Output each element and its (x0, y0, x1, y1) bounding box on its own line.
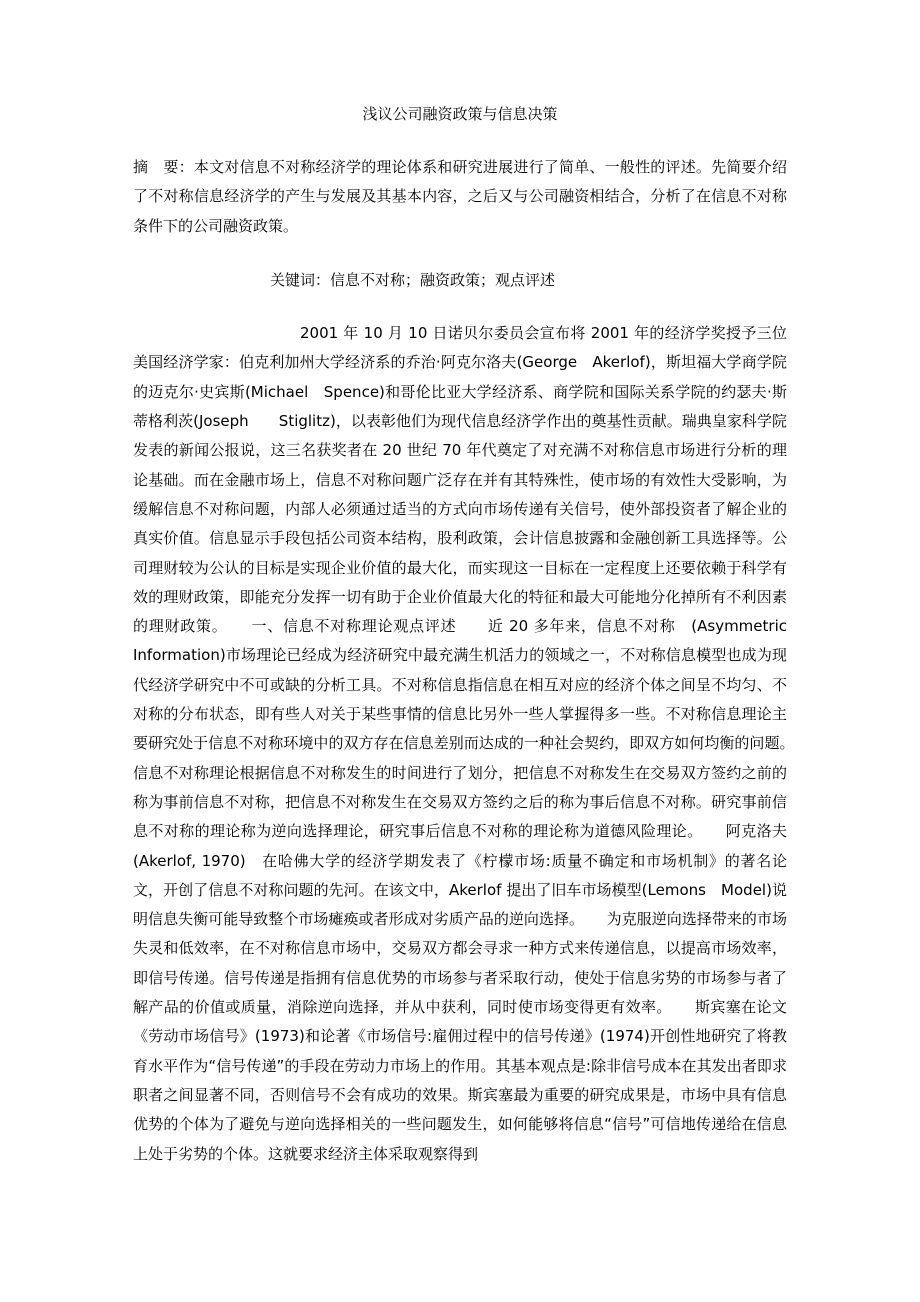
keywords-line: 关键词：信息不对称；融资政策；观点评述 (270, 270, 556, 289)
document-title: 浅议公司融资政策与信息决策 (362, 105, 558, 123)
body-paragraph: 2001 年 10 月 10 日诺贝尔委员会宣布将 2001 年的经济学奖授予三位美国经济学家：伯克利加州大学经济系的乔治·阿克尔洛夫(George Akerlof)，斯坦福大学商学院的迈克尔·史宾斯(Michael Spence)和哥伦比亚大学经济系、商学院和国际关系学院的约瑟夫·斯蒂格利茨(Joseph Stiglitz)，以表彰他们为现代信息经济学作出的奠基性贡献。瑞典皇家科学院发表的新闻公报说，这三名获奖者在 20 世纪 70 年代奠定了对充满不对称信息市场进行分析的理论基础。而在金融市场上，信息不对称问题广泛存在并有其特殊性，使市场的有效性大受影响，为缓解信息不对称问题，内部人必须通过适当的方式向市场传递有关信号，使外部投资者了解企业的真实价值。信息显示手段包括公司资本结构，股利政策，会计信息披露和金融创新工具选择等。公司理财较为公认的目标是实现企业价值的最大化，而实现这一目标在一定程度上还要依赖于科学有效的理财政策，即能充分发挥一切有助于企业价值最大化的特征和最大可能地分化掉所有不利因素的理财政策。 一、信息不对称理论观点评述 近 20 多年来，信息不对称 (Asymmetric Information)市场理论已经成为经济研究中最充满生机活力的领域之一，不对称信息模型也成为现代经济学研究中不可或缺的分析工具。不对称信息指信息在相互对应的经济个体之间呈不均匀、不对称的分布状态，即有些人对关于某些事情的信息比另外一些人掌握得多一些。不对称信息理论主要研究处于信息不对称环境中的双方存在信息差别而达成的一种社会契约，即双方如何均衡的问题。 信息不对称理论根据信息不对称发生的时间进行了划分，把信息不对称发生在交易双方签约之前的称为事前信息不对称，把信息不对称发生在交易双方签约之后的称为事后信息不对称。研究事前信息不对称的理论称为逆向选择理论，研究事后信息不对称的理论称为道德风险理论。 阿克洛夫(Akerlof, 1970) 在哈佛大学的经济学期发表了《柠檬市场:质量不确定和市场机制》的著名论文，开创了信息不对称问题的先河。在该文中，Akerlof 提出了旧车市场模型(Lemons Model)说明信息失衡可能导致整个市场瘫痪或者形成对劣质产品的逆向选择。 为克服逆向选择带来的市场失灵和低效率，在不对称信息市场中，交易双方都会寻求一种方式来传递信息，以提高市场效率，即信号传递。信号传递是指拥有信息优势的市场参与者采取行动，使处于信息劣势的市场参与者了解产品的价值或质量，消除逆向选择，并从中获利，同时使市场变得更有效率。 斯宾塞在论文《劳动市场信号》(1973)和论著《市场信号:雇佣过程中的信号传递》(1974)开创性地研究了将教育水平作为“信号传递”的手段在劳动力市场上的作用。其基本观点是:除非信号成本在其发出者即求职者之间显著不同，否则信号不会有成功的效果。斯宾塞最为重要的研究成果是，市场中具有信息优势的个体为了避免与逆向选择相关的一些问题发生，如何能够将信息“信号”可信地传递给在信息上处于劣势的个体。这就要求经济主体采取观察得到 (133, 324, 818, 1163)
abstract-paragraph: 摘 要：本文对信息不对称经济学的理论体系和研究进展进行了简单、一般性的评述。先简要介绍了不对称信息经济学的产生与发展及其基本内容，之后又与公司融资相结合，分析了在信息不对称条件下的公司融资政策。 (133, 158, 787, 235)
